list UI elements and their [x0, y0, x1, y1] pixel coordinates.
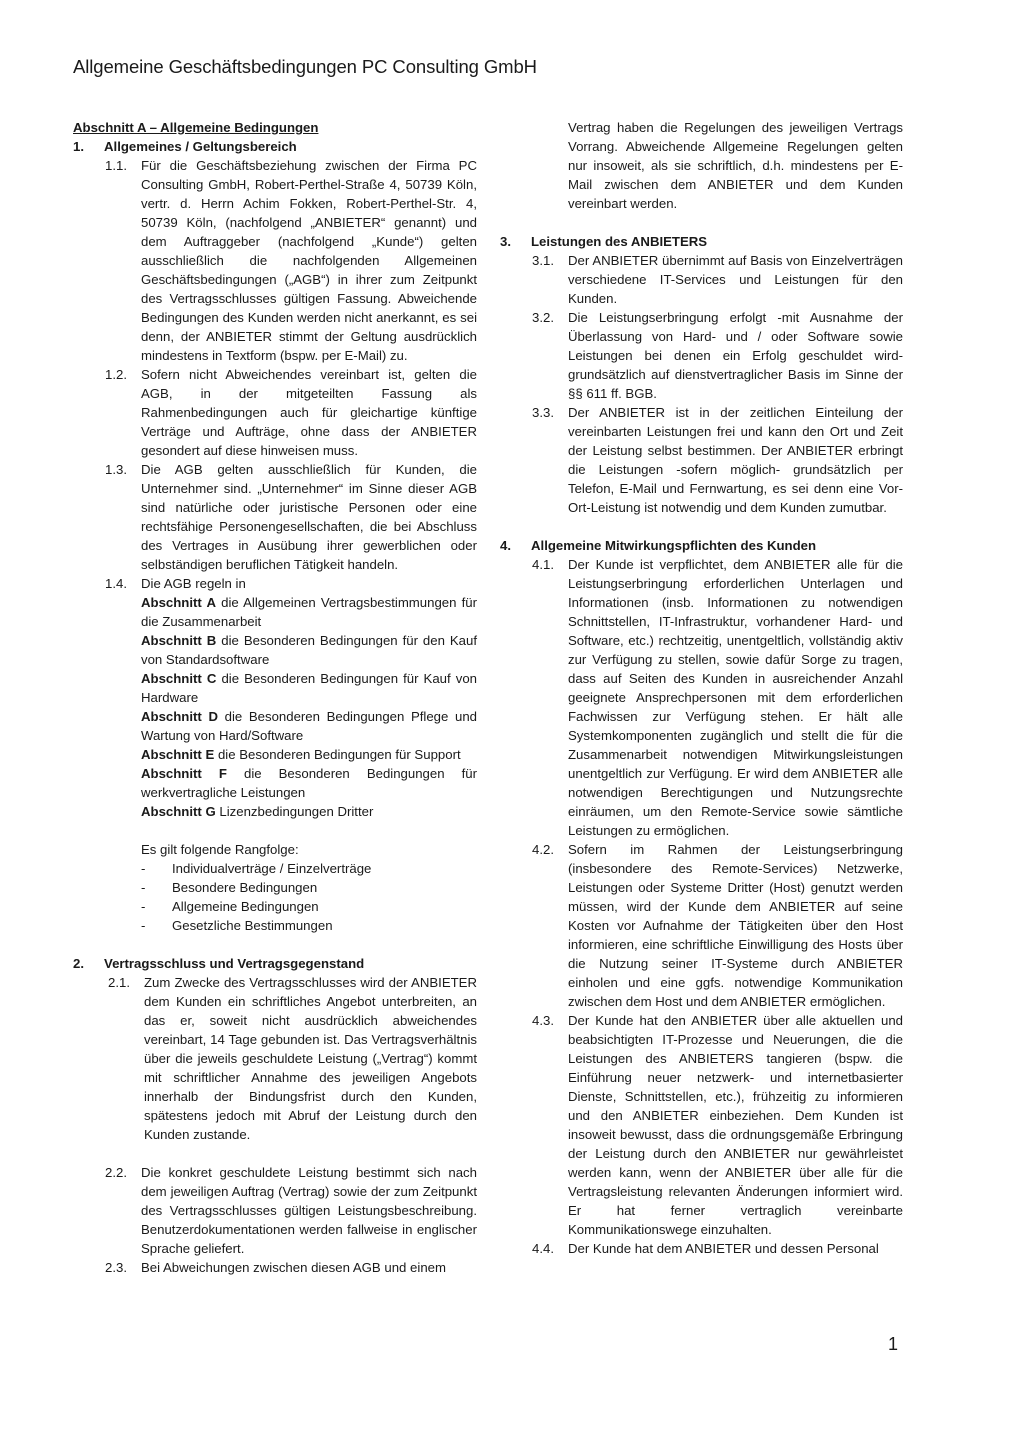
- clause-text: Der Kunde ist verpflichtet, dem ANBIETER alle für die Leistungserbringung erforderlichen Unterlagen und Informationen (insb. Informationen zu notwendigen Schnittstellen, IT-Infrastruktur, vorhandener Hard- und Software, etc.) rechtzeitig, unentgeltlich, vollständig aktiv zur Verfügung zu stellen, sowie dafür Sorge zu tragen, dass auf Seiten des Kunden in ausreichender Anzahl geeignete Ansprechpersonen mit dem erforderlichen Fachwissen zur Verfügung stehen. Er hält alle Systemkomponenten zugänglich und stellt die für die Zusammenarbeit notwendigen Mitwirkungsleistungen unentgeltlich zur Verfügung. Er wird dem ANBIETER alle notwendigen Berechtigungen und Nutzungsrechte einräumen, um den Remote-Service sowie sämtliche Leistungen zu ermöglichen.: [568, 557, 903, 838]
- clause-number: 4.1.: [532, 557, 554, 572]
- abschnitt-text: die Besonderen Bedingungen Pflege und Wartung von Hard/Software: [141, 709, 477, 743]
- clause-text: Die konkret geschuldete Leistung bestimmt sich nach dem jeweiligen Auftrag (Vertrag) sowie der zum Zeitpunkt des Vertragsschlusses gültigen Leistungsbeschreibung. Benutzerdokumentationen werden fallweise in englischer Sprache geliefert.: [141, 1165, 477, 1256]
- clause-1-3: [73, 460, 477, 574]
- clause-number: 1.2.: [105, 367, 127, 382]
- clause-1-1: [73, 156, 477, 365]
- dash-bullet: -: [141, 880, 146, 895]
- clause-heading-2: [73, 954, 477, 973]
- clause-heading-4: [500, 536, 903, 555]
- clause-title: Vertragsschluss und Vertragsgegenstand: [104, 956, 365, 971]
- clause-text: Sofern nicht Abweichendes vereinbart ist, gelten die AGB, in der mitgeteilten Fassung als Rahmenbedingungen auch für gleichartige künftige Verträge und Aufträge, ohne dass der ANBIETER gesondert auf diese hinweisen muss.: [141, 367, 477, 458]
- list-item: [141, 897, 477, 916]
- clause-heading-3: [500, 232, 903, 251]
- clause-2-1: [73, 973, 477, 1144]
- clause-number: 3.1.: [532, 253, 554, 268]
- clause-number: 3.3.: [532, 405, 554, 420]
- clause-3-3: [500, 403, 903, 517]
- dash-bullet: -: [141, 918, 146, 933]
- dash-bullet: -: [141, 861, 146, 876]
- rangfolge-list: [141, 859, 477, 935]
- clause-text: Zum Zwecke des Vertragsschlusses wird der ANBIETER dem Kunden ein schriftliches Angebot unterbreiten, an das er, soweit nicht ausdrücklich abweichendes vereinbart, 14 Tage gebunden ist. Das Vertragsverhältnis über die jeweils geschuldete Leistung („Vertrag“) kommt mit schriftlicher Annahme des jeweiligen Angebots innerhalb der Bindungsfrist durch den Kunden, spätestens jedoch mit Abruf der Leistung durch den Kunden zustande.: [144, 975, 477, 1142]
- list-item-text: Allgemeine Bedingungen: [172, 899, 319, 914]
- abschnitt-text: die Besonderen Bedingungen für Support: [217, 747, 461, 762]
- clause-number: 4.: [500, 538, 511, 553]
- clause-4-1: [500, 555, 903, 840]
- clause-text: Der ANBIETER ist in der zeitlichen Einteilung der vereinbarten Leistungen frei und kann den Ort und Zeit der Leistung selbst bestimmen. Der ANBIETER erbringt die Leistungen -sofern möglich- grundsätzlich per Telefon, E-Mail und Fernwartung, es sei denn eine Vor-Ort-Leistung ist notwendig und dem Kunden zumutbar.: [568, 405, 903, 515]
- abschnitt-label: Abschnitt D: [141, 709, 218, 724]
- list-item-text: Individualverträge / Einzelverträge: [172, 861, 372, 876]
- abschnitt-label: Abschnitt B: [141, 633, 217, 648]
- list-item-text: Gesetzliche Bestimmungen: [172, 918, 333, 933]
- abschnitt-label: Abschnitt G: [141, 804, 216, 819]
- clause-heading-1: [73, 137, 477, 156]
- abschnitt-label: Abschnitt A: [141, 595, 216, 610]
- left-column: [73, 118, 477, 1277]
- clause-3-2: [500, 308, 903, 403]
- clause-2-3-continuation: Vertrag haben die Regelungen des jeweiligen Vertrags Vorrang. Abweichende Allgemeine Regelungen gelten nur insoweit, als sie schriftlich, d.h. mindestens per E-Mail zwischen dem ANBIETER und dem Kunden vereinbart werden.: [568, 120, 903, 211]
- clause-text: Bei Abweichungen zwischen diesen AGB und einem: [141, 1260, 446, 1275]
- abschnitt-entry-g: [141, 802, 477, 821]
- clause-text: Für die Geschäftsbeziehung zwischen der Firma PC Consulting GmbH, Robert-Perthel-Straße 4, 50739 Köln, vertr. d. Herrn Achim Fokken, Robert-Perthel-Str. 4, 50739 Köln, (nachfolgend „ANBIETER“ genannt) und dem Auftraggeber (nachfolgend „Kunde“) gelten ausschließlich die nachfolgenden Allgemeinen Geschäftsbedingungen („AGB“) in ihrer zum Zeitpunkt des Vertragsschlusses gültigen Fassung. Abweichende Bedingungen des Kunden werden nicht anerkannt, es sei denn, der ANBIETER stimmt der Geltung ausdrücklich mindestens in Textform (bspw. per E-Mail) zu.: [141, 158, 477, 363]
- clause-number: 1.: [73, 139, 84, 154]
- clause-text: Sofern im Rahmen der Leistungserbringung (insbesondere des Remote-Services) Netzwerke, Leistungen oder Systeme Dritter (Host) genutzt werden müssen, wird der Kunde dem ANBIETER auf seine Kosten vor Aufnahme der Tätigkeiten über den Host informieren, eine schriftliche Einwilligung des Hosts über die Nutzung seiner IT-Systeme durch ANBIETER einholen und eine ggfs. notwendige Kommunikation zwischen dem Host und dem ANBIETER ermöglichen.: [568, 842, 903, 1009]
- list-item: [141, 878, 477, 897]
- clause-1-4: [73, 574, 477, 593]
- abschnitt-label: Abschnitt F: [141, 766, 227, 781]
- clause-number: 4.4.: [532, 1241, 554, 1256]
- clause-title: Allgemeine Mitwirkungspflichten des Kunden: [531, 538, 817, 553]
- clause-number: 4.2.: [532, 842, 554, 857]
- dash-bullet: -: [141, 899, 146, 914]
- rangfolge-intro: Es gilt folgende Rangfolge:: [141, 842, 299, 857]
- clause-number: 3.: [500, 234, 511, 249]
- clause-text: Die AGB gelten ausschließlich für Kunden, die Unternehmer sind. „Unternehmer“ im Sinne dieser AGB sind natürliche oder juristische Personen oder eine rechtsfähige Personengesellschaften, die bei Abschluss des Vertrages in Ausübung ihrer gewerblichen oder selbständigen beruflichen Tätigkeit handeln.: [141, 462, 477, 572]
- clause-4-3: [500, 1011, 903, 1239]
- list-item-text: Besondere Bedingungen: [172, 880, 318, 895]
- clause-number: 2.: [73, 956, 84, 971]
- clause-4-4: [500, 1239, 903, 1258]
- abschnitt-text: die Allgemeinen Vertragsbestimmungen für die Zusammenarbeit: [141, 595, 477, 629]
- clause-title: Leistungen des ANBIETERS: [531, 234, 708, 249]
- abschnitt-text: die Besonderen Bedingungen für Kauf von Hardware: [141, 671, 477, 705]
- abschnitt-list: [141, 593, 477, 821]
- clause-2-2: [73, 1163, 477, 1258]
- clause-text: Der ANBIETER übernimmt auf Basis von Einzelverträgen verschiedene IT-Services und Leistungen für den Kunden.: [568, 253, 903, 306]
- clause-text: Der Kunde hat den ANBIETER über alle aktuellen und beabsichtigten IT-Prozesse und Neuerungen, die die Leistungen des ANBIETERS tangieren (bspw. die Einführung neuer netzwerk- und internetbasierter Dienste, Schnittstellen, etc.), frühzeitig zu informieren und den ANBIETER einbeziehen. Dem Kunden ist insoweit bewusst, dass die ordnungsgemäße Erbringung der Leistung durch den ANBIETER nur gewährleistet werden kann, wenn der ANBIETER über alle für die Vertragsleistung relevanten Änderungen informiert wird. Er hat ferner vertraglich vereinbarte Kommunikationswege einzuhalten.: [568, 1013, 903, 1237]
- abschnitt-entry-a: [141, 593, 477, 631]
- section-heading: Abschnitt A – Allgemeine Bedingungen: [73, 120, 319, 135]
- abschnitt-text: die Besonderen Bedingungen für werkvertragliche Leistungen: [141, 766, 477, 800]
- abschnitt-text: die Besonderen Bedingungen für den Kauf von Standardsoftware: [141, 633, 478, 667]
- clause-number: 1.3.: [105, 462, 127, 477]
- clause-number: 2.1.: [108, 975, 130, 990]
- abschnitt-label: Abschnitt C: [141, 671, 217, 686]
- abschnitt-entry-f: [141, 764, 477, 802]
- clause-1-2: [73, 365, 477, 460]
- clause-text: Der Kunde hat dem ANBIETER und dessen Personal: [568, 1241, 879, 1256]
- document-title: Allgemeine Geschäftsbedingungen PC Consulting GmbH: [73, 56, 537, 77]
- page-number: 1: [888, 1334, 899, 1354]
- clause-3-1: [500, 251, 903, 308]
- abschnitt-entry-d: [141, 707, 477, 745]
- clause-title: Allgemeines / Geltungsbereich: [104, 139, 297, 154]
- clause-number: 2.3.: [105, 1260, 127, 1275]
- abschnitt-entry-c: [141, 669, 477, 707]
- list-item: [141, 859, 477, 878]
- abschnitt-entry-e: [141, 745, 477, 764]
- clause-number: 3.2.: [532, 310, 554, 325]
- abschnitt-text: Lizenzbedingungen Dritter: [219, 804, 374, 819]
- clause-number: 4.3.: [532, 1013, 554, 1028]
- clause-2-3: [73, 1258, 477, 1277]
- clause-number: 1.4.: [105, 576, 127, 591]
- clause-number: 2.2.: [105, 1165, 127, 1180]
- clause-text: Die AGB regeln in: [141, 576, 246, 591]
- right-column: [500, 118, 903, 1258]
- abschnitt-label: Abschnitt E: [141, 747, 215, 762]
- clause-text: Die Leistungserbringung erfolgt -mit Ausnahme der Überlassung von Hard- und / oder Software sowie Leistungen bei denen ein Erfolg geschuldet wird- grundsätzlich auf dienstvertraglicher Basis im Sinne der §§ 611 ff. BGB.: [568, 310, 903, 401]
- list-item: [141, 916, 477, 935]
- clause-number: 1.1.: [105, 158, 127, 173]
- abschnitt-entry-b: [141, 631, 477, 669]
- clause-4-2: [500, 840, 903, 1011]
